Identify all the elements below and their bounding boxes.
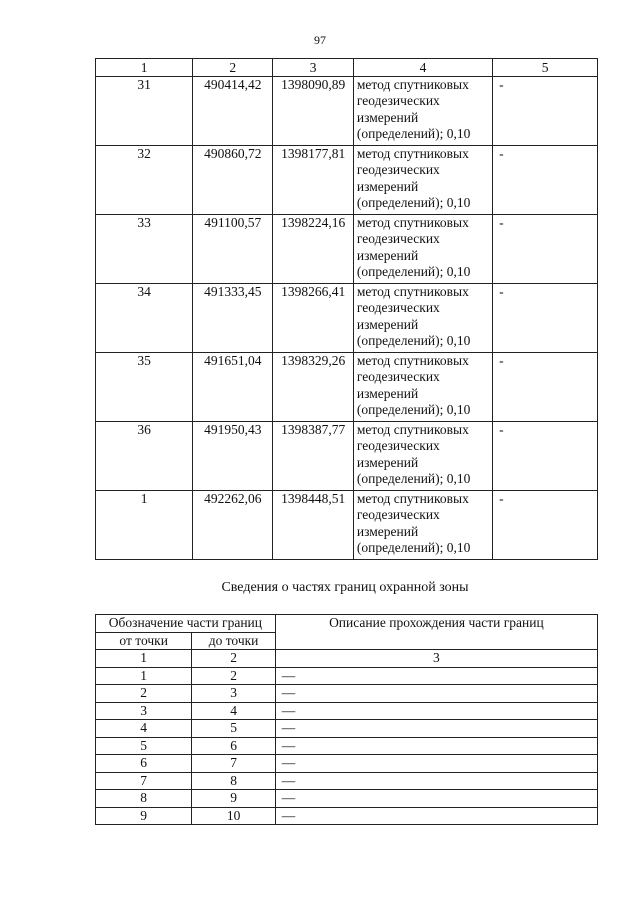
- point-number: 36: [96, 422, 193, 491]
- part-description: —: [275, 790, 597, 808]
- parts-numbering-row: [96, 650, 598, 668]
- to-point: 2: [192, 667, 275, 685]
- part-description: —: [275, 702, 597, 720]
- table-row: [96, 772, 598, 790]
- note-cell: -: [493, 422, 598, 491]
- method-line: измерений: [356, 178, 419, 194]
- point-number: 1: [96, 491, 193, 560]
- to-point: 8: [192, 772, 275, 790]
- note-cell: -: [493, 284, 598, 353]
- coordinates-header-row: [96, 59, 598, 77]
- table-row: [96, 755, 598, 773]
- note-cell: -: [493, 77, 598, 146]
- from-point-header: от точки: [96, 632, 192, 650]
- x-coordinate: 491100,57: [193, 215, 273, 284]
- x-coordinate: 491651,04: [193, 353, 273, 422]
- method-line: метод спутниковых: [356, 491, 469, 506]
- method-line: (определений); 0,10: [356, 263, 471, 279]
- parts-group-header-row: [96, 615, 598, 633]
- x-coordinate: 491950,43: [193, 422, 273, 491]
- y-coordinate: 1398177,81: [273, 146, 353, 215]
- method-line: метод спутниковых: [356, 77, 469, 92]
- from-point: 7: [96, 772, 192, 790]
- method-line: (определений); 0,10: [356, 194, 471, 210]
- from-point: 4: [96, 720, 192, 738]
- table-row: [96, 790, 598, 808]
- method-line: (определений); 0,10: [356, 470, 471, 486]
- y-coordinate: 1398090,89: [273, 77, 353, 146]
- method-description: [353, 422, 492, 491]
- part-description: —: [275, 667, 597, 685]
- method-line: измерений: [356, 454, 419, 470]
- column-number: 3: [275, 650, 597, 668]
- from-point: 9: [96, 807, 192, 825]
- point-number: 32: [96, 146, 193, 215]
- section-title: Сведения о частях границ охранной зоны: [221, 580, 469, 595]
- method-line: (определений); 0,10: [356, 125, 471, 141]
- note-cell: -: [493, 491, 598, 560]
- method-description: [353, 215, 492, 284]
- method-line: геодезических: [356, 369, 440, 385]
- to-point-header: до точки: [192, 632, 275, 650]
- method-description: [353, 146, 492, 215]
- column-number: 2: [192, 650, 275, 668]
- y-coordinate: 1398448,51: [273, 491, 353, 560]
- note-cell: -: [493, 353, 598, 422]
- to-point: 10: [192, 807, 275, 825]
- table-row: [96, 284, 598, 353]
- x-coordinate: 491333,45: [193, 284, 273, 353]
- method-description: [353, 77, 492, 146]
- column-number: 1: [96, 59, 193, 77]
- to-point: 9: [192, 790, 275, 808]
- table-row: [96, 146, 598, 215]
- method-line: метод спутниковых: [356, 353, 469, 368]
- method-line: геодезических: [356, 93, 440, 109]
- x-coordinate: 490414,42: [193, 77, 273, 146]
- method-line: метод спутниковых: [356, 422, 469, 437]
- boundary-parts-table: [95, 614, 598, 825]
- method-line: измерений: [356, 523, 419, 539]
- method-line: (определений); 0,10: [356, 332, 471, 348]
- x-coordinate: 492262,06: [193, 491, 273, 560]
- coordinates-table: [95, 58, 598, 560]
- method-line: геодезических: [356, 300, 440, 316]
- y-coordinate: 1398387,77: [273, 422, 353, 491]
- column-number: 2: [193, 59, 273, 77]
- to-point: 7: [192, 755, 275, 773]
- method-description: [353, 284, 492, 353]
- method-line: геодезических: [356, 231, 440, 247]
- note-cell: -: [493, 146, 598, 215]
- y-coordinate: 1398224,16: [273, 215, 353, 284]
- to-point: 5: [192, 720, 275, 738]
- to-point: 4: [192, 702, 275, 720]
- point-number: 34: [96, 284, 193, 353]
- table-row: [96, 702, 598, 720]
- from-point: 5: [96, 737, 192, 755]
- method-line: измерений: [356, 385, 419, 401]
- column-number: 3: [273, 59, 353, 77]
- to-point: 3: [192, 685, 275, 703]
- method-line: измерений: [356, 109, 419, 125]
- method-line: измерений: [356, 316, 419, 332]
- method-line: (определений); 0,10: [356, 539, 471, 555]
- part-description: —: [275, 755, 597, 773]
- method-line: метод спутниковых: [356, 284, 469, 299]
- note-cell: -: [493, 215, 598, 284]
- table-row: [96, 215, 598, 284]
- part-description: —: [275, 772, 597, 790]
- x-coordinate: 490860,72: [193, 146, 273, 215]
- group-header: Обозначение части границ: [96, 615, 276, 633]
- part-description: —: [275, 737, 597, 755]
- part-description: —: [275, 685, 597, 703]
- method-description: [353, 491, 492, 560]
- table-row: [96, 720, 598, 738]
- table-row: [96, 667, 598, 685]
- table-row: [96, 807, 598, 825]
- point-number: 31: [96, 77, 193, 146]
- from-point: 6: [96, 755, 192, 773]
- page-number: 97: [314, 33, 326, 47]
- method-line: геодезических: [356, 438, 440, 454]
- method-line: (определений); 0,10: [356, 401, 471, 417]
- column-number: 1: [96, 650, 192, 668]
- y-coordinate: 1398329,26: [273, 353, 353, 422]
- column-number: 4: [353, 59, 492, 77]
- table-row: [96, 77, 598, 146]
- method-line: метод спутниковых: [356, 146, 469, 161]
- method-line: геодезических: [356, 162, 440, 178]
- column-number: 5: [493, 59, 598, 77]
- table-row: [96, 737, 598, 755]
- table-row: [96, 685, 598, 703]
- method-description: [353, 353, 492, 422]
- method-line: метод спутниковых: [356, 215, 469, 230]
- method-line: геодезических: [356, 507, 440, 523]
- part-description: —: [275, 807, 597, 825]
- from-point: 3: [96, 702, 192, 720]
- y-coordinate: 1398266,41: [273, 284, 353, 353]
- to-point: 6: [192, 737, 275, 755]
- description-header: Описание прохождения части границ: [275, 615, 597, 650]
- table-row: [96, 353, 598, 422]
- table-row: [96, 491, 598, 560]
- point-number: 35: [96, 353, 193, 422]
- from-point: 8: [96, 790, 192, 808]
- table-row: [96, 422, 598, 491]
- from-point: 1: [96, 667, 192, 685]
- method-line: измерений: [356, 247, 419, 263]
- part-description: —: [275, 720, 597, 738]
- from-point: 2: [96, 685, 192, 703]
- point-number: 33: [96, 215, 193, 284]
